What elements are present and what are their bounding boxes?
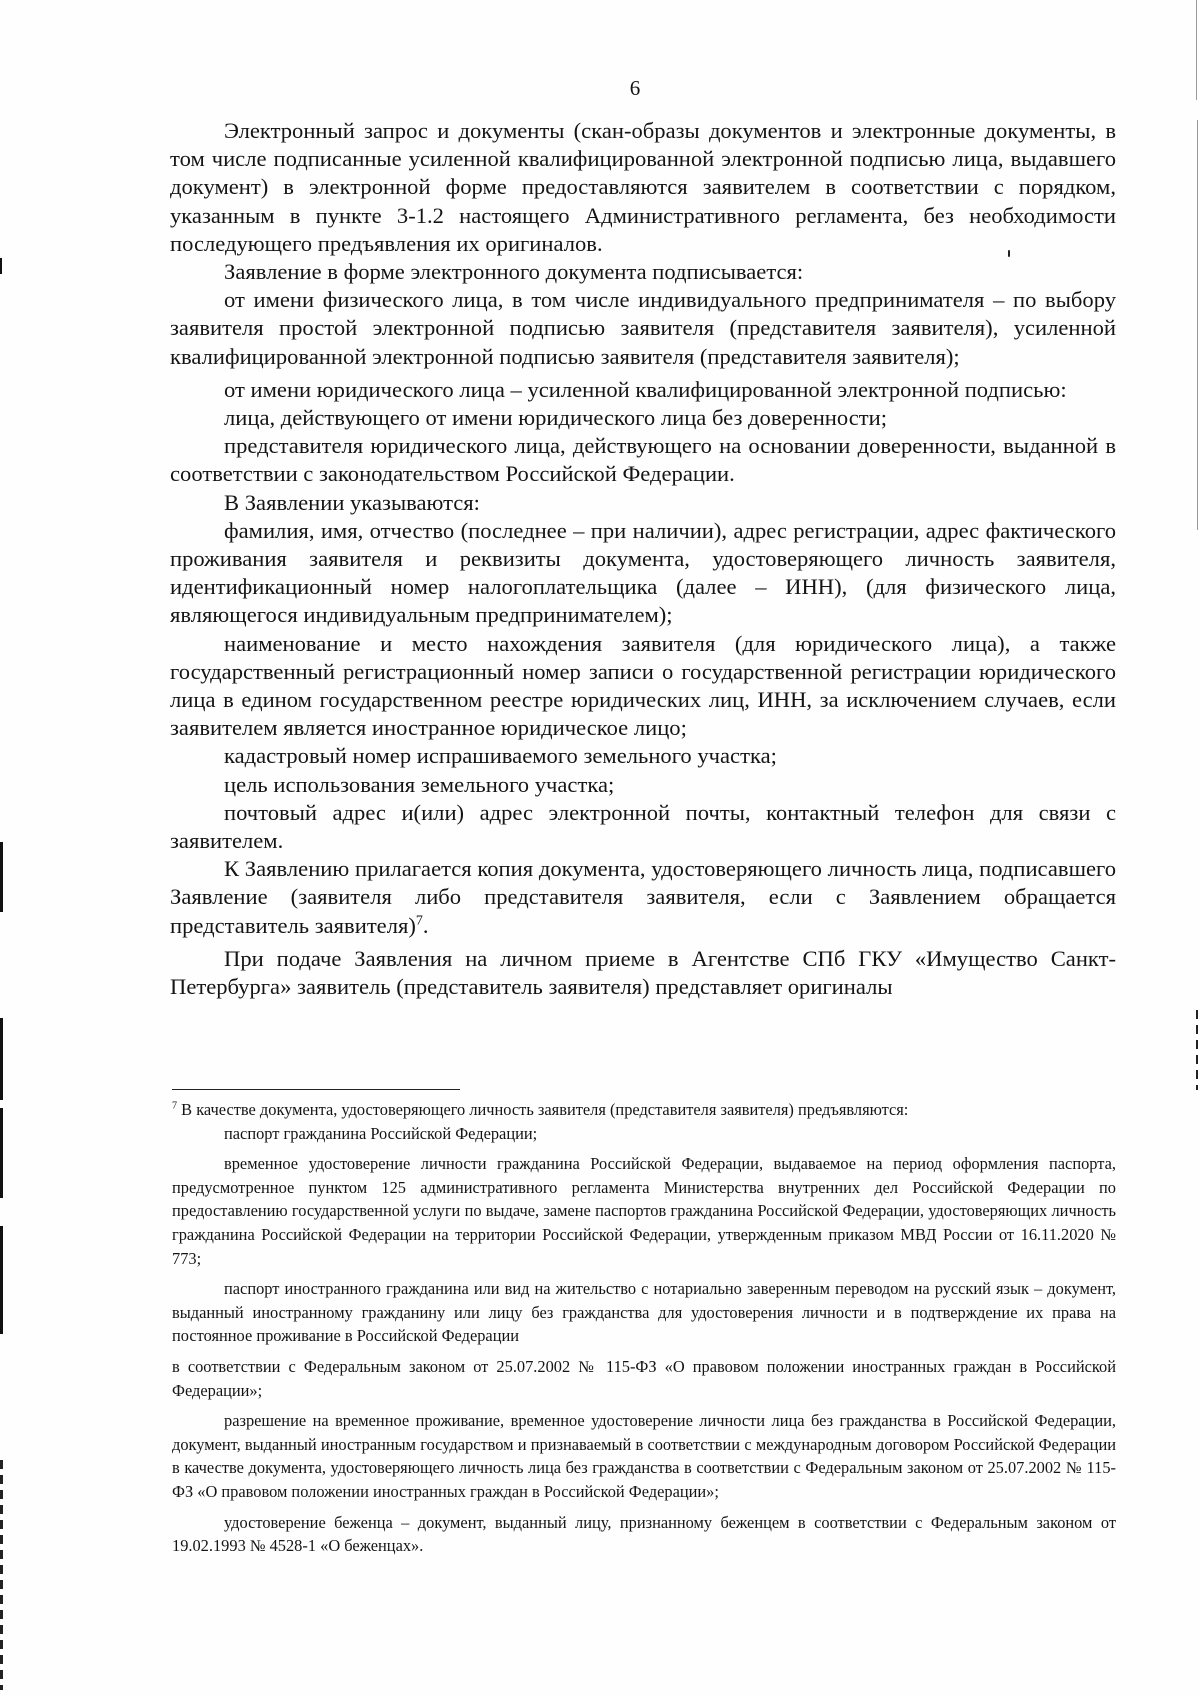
footnote-item: разрешение на временное проживание, временное удостоверение личности лица без гражданства в Российской Федерации, документ, выданный иностранным государством и признаваемый в соответствии с международным договором Российской Федерации в качестве документа, удостоверяющего личность лица без гражданства в соответствии с Федеральным законом от 25.07.2002 № 115-ФЗ «О правовом положении иностранных граждан в Российской Федерации»;	[172, 1411, 1116, 1501]
footnote-separator	[172, 1089, 460, 1090]
paragraph: В Заявлении указываются:	[224, 489, 480, 515]
paragraph: от имени физического лица, в том числе индивидуального предпринимателя – по выбору заявителя простой электронной подписью заявителя (представителя заявителя), усиленной квалифицированной электронной подписью заявителя (представителя заявителя);	[170, 287, 1116, 369]
scan-edge-left	[0, 1460, 3, 1690]
paragraph: кадастровый номер испрашиваемого земельного участка;	[224, 743, 777, 769]
paragraph: При подаче Заявления на личном приеме в Агентстве СПб ГКУ «Имущество Санкт-Петербурга» заявитель (представитель заявителя) представляет оригиналы	[170, 945, 1116, 1000]
footnote-item: удостоверение беженца – документ, выданный лицу, признанному беженцем в соответствии с Федеральным законом от 19.02.1993 № 4528-1 «О беженцах».	[172, 1512, 1116, 1556]
paragraph-text: К Заявлению прилагается копия документа, удостоверяющего личность лица, подписавшего Заявление (заявителя либо представителя заявителя, если с Заявлением обращается представитель заявителя)	[170, 856, 1116, 938]
main-text	[170, 117, 1116, 1001]
scan-edge-right	[1196, 1010, 1198, 1090]
paragraph: цель использования земельного участка;	[224, 771, 615, 797]
paragraph: представителя юридического лица, действующего на основании доверенности, выданной в соответствии с законодательством Российской Федерации.	[170, 433, 1116, 487]
footnote-marker: 7	[172, 1100, 178, 1112]
paragraph: Заявление в форме электронного документа подписывается:	[224, 259, 804, 285]
footnote-intro	[172, 1098, 1116, 1122]
scan-edge-left	[0, 1018, 3, 1100]
paragraph: почтовый адрес и(или) адрес электронной почты, контактный телефон для связи с заявителем.	[170, 799, 1116, 854]
scan-edge-left	[0, 842, 3, 912]
scan-edge-left	[0, 1108, 3, 1198]
footnote-reference[interactable]: 7	[415, 913, 423, 929]
scan-edge-left	[0, 1226, 3, 1334]
paragraph-with-footnote	[170, 855, 1116, 940]
paragraph: фамилия, имя, отчество (последнее – при наличии), адрес регистрации, адрес фактического проживания заявителя и реквизиты документа, удостоверяющего личность заявителя, идентификационный номер налогоплательщика (далее – ИНН), (для физического лица, являющегося индивидуальным предпринимателем);	[170, 517, 1116, 628]
paragraph-end-punctuation: .	[422, 912, 429, 938]
paragraph: Электронный запрос и документы (скан-образы документов и электронные документы, в том числе подписанные усиленной квалифицированной электронной подписью лица, выдавшего документ) в электронной форме предоставляются заявителем в соответствии с порядком, указанным в пункте 3-1.2 настоящего Административного регламента, без необходимости последующего предъявления их оригиналов.	[170, 118, 1116, 256]
paragraph: наименование и место нахождения заявителя (для юридического лица), а также государственный регистрационный номер записи о государственной регистрации юридического лица в едином государственном реестре юридических лиц, ИНН, за исключением случаев, если заявителем является иностранное юридическое лицо;	[170, 630, 1116, 741]
footnotes	[172, 1098, 1116, 1558]
footnote-item: временное удостоверение личности гражданина Российской Федерации, выдаваемое на период оформления паспорта, предусмотренное пунктом 125 административного регламента Министерства внутренних дел Российской Федерации по предоставлению государственной услуги по выдаче, замене паспортов гражданина Российской Федерации, удостоверяющих личность гражданина Российской Федерации на территории Российской Федерации, утвержденным приказом МВД России от 16.11.2020 № 773;	[172, 1154, 1116, 1268]
scan-edge-left	[0, 258, 2, 274]
scan-edge-right	[1197, 120, 1198, 530]
footnote-intro-text: В качестве документа, удостоверяющего личность заявителя (представителя заявителя) предъявляются:	[177, 1100, 909, 1119]
page-number: 6	[629, 76, 641, 100]
footnote-item: паспорт гражданина Российской Федерации;	[224, 1123, 538, 1143]
paragraph: лица, действующего от имени юридического лица без доверенности;	[224, 405, 888, 431]
footnote-item: паспорт иностранного гражданина или вид на жительство с нотариально заверенным переводом на русский язык – документ, выданный иностранному гражданину или лицу без гражданства для удостоверения личности и в подтверждение их права на постоянное проживание в Российской Федерации	[172, 1279, 1116, 1346]
footnote-item: в соответствии с Федеральным законом от 25.07.2002 № 115-ФЗ «О правовом положении иностранных граждан в Российской Федерации»;	[172, 1356, 1116, 1400]
paragraph: от имени юридического лица – усиленной квалифицированной электронной подписью:	[224, 376, 1067, 402]
